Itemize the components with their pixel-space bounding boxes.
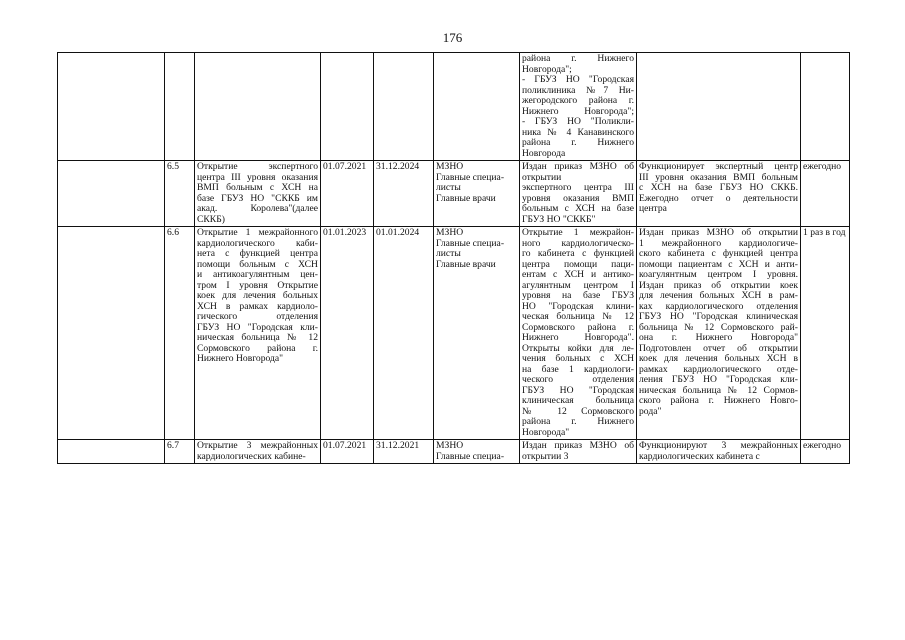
item-number xyxy=(165,227,195,440)
result-cell-line: ГБУЗ НО "Городская xyxy=(522,384,634,396)
empty-cell xyxy=(637,53,801,161)
activity-cell-line: коек для лечения больных xyxy=(197,290,318,301)
result-cell-line: Нижнего Новгорода". xyxy=(522,332,634,343)
result-cell-line: района г. Нижнего xyxy=(522,416,634,427)
frequency-cell xyxy=(801,227,850,440)
participants-cell-line: - ГБУЗ НО "Городская xyxy=(522,74,634,85)
responsible-cell-line: Главные специа- xyxy=(436,450,505,462)
responsible-cell-line: Главные врачи xyxy=(436,192,496,204)
responsible-cell xyxy=(434,227,520,440)
result-cell-line: НО "Городская клини- xyxy=(522,300,634,312)
indicator-cell-line: она г. Нижнего Новгорода" xyxy=(639,332,798,343)
activity-cell-line: кардиологического каби- xyxy=(197,237,318,249)
responsible-cell-line: листы xyxy=(436,182,461,193)
start-date xyxy=(321,161,374,227)
activity-cell xyxy=(195,440,321,464)
indicator-cell xyxy=(637,440,801,464)
item-number-text: 6.7 xyxy=(167,440,179,451)
indicator-cell xyxy=(637,161,801,227)
indicator-cell-line: кардиологических кабинета с xyxy=(639,450,760,462)
empty-cell xyxy=(58,440,165,464)
activity-cell-line: ХСН в рамках кардиоло- xyxy=(197,300,318,312)
activity-cell-line: Сормовского района г. xyxy=(197,342,318,354)
participants-cell-line: Новгорода"; xyxy=(522,63,572,75)
start-date-text: 01.07.2021 xyxy=(323,440,367,451)
activity-cell-line: базе ГБУЗ НО "СККБ им xyxy=(197,192,318,204)
responsible-cell-line: Главные специа- xyxy=(436,237,505,249)
activity-cell xyxy=(195,161,321,227)
participants-cell-line: ника № 4 Канавинского xyxy=(522,126,634,138)
frequency-cell-text: ежегодно xyxy=(803,161,842,172)
participants-cell-line: поликлиника №7 Ни- xyxy=(522,84,634,96)
responsible-cell xyxy=(434,161,520,227)
empty-cell xyxy=(195,53,321,161)
result-cell-line: Открытие 1 межрайон- xyxy=(522,227,634,238)
result-cell-line: Открыты койки для ле- xyxy=(522,342,634,354)
table-row xyxy=(58,161,850,227)
result-cell-line: го кабинета с функцией xyxy=(522,248,634,259)
result-cell xyxy=(520,440,637,464)
empty-cell xyxy=(165,53,195,161)
responsible-cell-line: Главные врачи xyxy=(436,258,496,270)
participants-cell-line: района г. Нижнего xyxy=(522,137,634,148)
empty-cell xyxy=(801,53,850,161)
responsible-cell xyxy=(434,440,520,464)
empty-cell xyxy=(58,227,165,440)
start-date-text: 01.01.2023 xyxy=(323,227,367,238)
activity-cell-line: акад. Королева"(далее xyxy=(197,203,318,214)
frequency-cell-text: ежегодно xyxy=(803,440,842,451)
activity-cell-line: Открытие 3 межрайонных xyxy=(197,440,318,451)
indicator-cell-line: ГБУЗ НО "Городская клиническая xyxy=(639,311,798,322)
item-number-text: 6.6 xyxy=(167,227,179,238)
activity-cell-line: ВМП больным с ХСН на xyxy=(197,182,318,193)
activity-cell-line: и антикоагулянтным цен- xyxy=(197,269,318,280)
result-cell-line: на базе 1 кардиологи- xyxy=(522,363,634,375)
activity-cell xyxy=(195,227,321,440)
item-number-text: 6.5 xyxy=(167,161,179,172)
start-date xyxy=(321,440,374,464)
table-row-continuation xyxy=(58,53,850,161)
participants-cell-line: района г. Нижнего xyxy=(522,53,634,64)
result-cell-line: экспертного центра III xyxy=(522,182,634,193)
result-cell-line: Новгорода" xyxy=(522,426,570,438)
activity-cell-line: Открытие экспертного xyxy=(197,161,318,172)
result-cell-line: Издан приказ МЗНО об xyxy=(522,440,634,451)
empty-cell xyxy=(58,161,165,227)
result-cell-line: клиническая больница xyxy=(522,395,634,406)
result-cell-line: открытии 3 xyxy=(522,450,569,462)
result-cell-line: агулянтным центром I xyxy=(522,279,634,291)
result-cell-line: центра помощи паци- xyxy=(522,258,634,270)
indicator-cell-line: ления ГБУЗ НО "Городская кли- xyxy=(639,374,798,385)
result-cell-line: уровня оказания ВМП xyxy=(522,192,634,204)
indicator-cell-line: 1 межрайонного кардиологиче- xyxy=(639,237,798,249)
end-date xyxy=(374,161,434,227)
activity-cell-line: ническая больница № 12 xyxy=(197,332,318,343)
start-date xyxy=(321,227,374,440)
end-date xyxy=(374,440,434,464)
item-number xyxy=(165,161,195,227)
result-cell-line: № 12 Сормовского xyxy=(522,405,634,417)
responsible-cell-line: Главные специа- xyxy=(436,171,505,183)
result-cell-line: ентам с ХСН и антико- xyxy=(522,269,634,280)
activity-cell-line: тром I уровня Открытие xyxy=(197,279,318,291)
indicator-cell-line: Функционируют 3 межрайонных xyxy=(639,440,798,451)
result-cell-line: Издан приказ МЗНО об xyxy=(522,161,634,172)
result-cell-line: ГБУЗ НО "СККБ" xyxy=(522,213,596,225)
responsible-cell-line: листы xyxy=(436,248,461,259)
result-cell-line: ческого отделения xyxy=(522,374,634,385)
start-date-text: 01.07.2021 xyxy=(323,161,367,172)
result-cell-line: уровня на базе ГБУЗ xyxy=(522,290,634,301)
page-number: 176 xyxy=(442,30,463,45)
end-date-text: 01.01.2024 xyxy=(376,227,420,238)
indicator-cell-line: Функционирует экспертный центр xyxy=(639,161,798,172)
indicator-cell-line: с ХСН на базе ГБУЗ НО СККБ. xyxy=(639,182,798,193)
result-cell-line: чения больных с ХСН xyxy=(522,353,634,364)
result-cell-line: ческая больница № 12 xyxy=(522,311,634,322)
result-cell-line: Сормовского района г. xyxy=(522,321,634,333)
activity-cell-line: Нижнего Новгорода" xyxy=(197,353,284,364)
participants-cell-line: жегородского района г. xyxy=(522,95,634,106)
item-number xyxy=(165,440,195,464)
participants-cell-line: - ГБУЗ НО "Поликли- xyxy=(522,116,634,127)
indicator-cell-line: ского района г. Нижнего Новго- xyxy=(639,395,798,406)
result-cell-line: ного кардиологическо- xyxy=(522,237,634,249)
indicator-cell-line: Подготовлен отчет об открытии xyxy=(639,342,798,354)
activity-cell-line: СККБ) xyxy=(197,213,225,225)
indicator-cell xyxy=(637,227,801,440)
indicator-cell-line: Издан приказ об открытии коек xyxy=(639,279,798,291)
indicator-cell-line: ках кардиологического отделения xyxy=(639,300,798,312)
empty-cell xyxy=(434,53,520,161)
indicator-cell-line: коагулянтным центром I уровня. xyxy=(639,269,798,280)
empty-cell xyxy=(374,53,434,161)
participants-cell-line: Нижнего Новгорода"; xyxy=(522,105,634,117)
result-cell xyxy=(520,227,637,440)
frequency-cell xyxy=(801,440,850,464)
empty-cell xyxy=(321,53,374,161)
participants-cell-line: Новгорода xyxy=(522,147,566,159)
indicator-cell-line: ническая больница № 12 Сормов- xyxy=(639,384,798,396)
indicator-cell-line: коек для лечения больных ХСН в xyxy=(639,353,798,364)
activity-cell-line: ГБУЗ НО "Городская кли- xyxy=(197,321,318,333)
frequency-cell xyxy=(801,161,850,227)
activity-cell-line: гического отделения xyxy=(197,311,318,322)
activity-cell-line: нета с функцией центра xyxy=(197,248,318,259)
measures-table xyxy=(57,52,850,464)
end-date xyxy=(374,227,434,440)
responsible-cell-line: МЗНО xyxy=(436,161,464,172)
indicator-cell-line: Издан приказ МЗНО об открытии xyxy=(639,227,798,238)
empty-cell xyxy=(58,53,165,161)
result-cell xyxy=(520,161,637,227)
activity-cell-line: Открытие 1 межрайонного xyxy=(197,227,318,238)
frequency-cell-text: 1 раз в год xyxy=(803,227,846,238)
indicator-cell-line: Ежегодно отчет о деятельности xyxy=(639,192,798,204)
activity-cell-line: центра III уровня оказания xyxy=(197,171,318,183)
responsible-cell-line: МЗНО xyxy=(436,440,464,451)
end-date-text: 31.12.2024 xyxy=(376,161,420,172)
indicator-cell-line: центра xyxy=(639,203,667,214)
indicator-cell-line: для лечения больных ХСН в рам- xyxy=(639,290,798,301)
end-date-text: 31.12.2021 xyxy=(376,440,420,451)
indicator-cell-line: III уровня оказания ВМП больным xyxy=(639,171,798,183)
result-cell-line: больным с ХСН на базе xyxy=(522,203,634,214)
participants-cell xyxy=(520,53,637,161)
result-cell-line: открытии xyxy=(522,171,562,183)
indicator-cell-line: рамках кардиологического отде- xyxy=(639,363,798,375)
indicator-cell-line: рода" xyxy=(639,405,662,417)
responsible-cell-line: МЗНО xyxy=(436,227,464,238)
indicator-cell-line: ского кабинета с функцией центра xyxy=(639,248,798,259)
indicator-cell-line: больница № 12 Сормовского рай- xyxy=(639,321,798,333)
table-row xyxy=(58,227,850,440)
table-row xyxy=(58,440,850,464)
indicator-cell-line: помощи пациентам с ХСН и анти- xyxy=(639,258,798,270)
activity-cell-line: помощи больным с ХСН xyxy=(197,258,318,270)
activity-cell-line: кардиологических кабине- xyxy=(197,450,306,462)
